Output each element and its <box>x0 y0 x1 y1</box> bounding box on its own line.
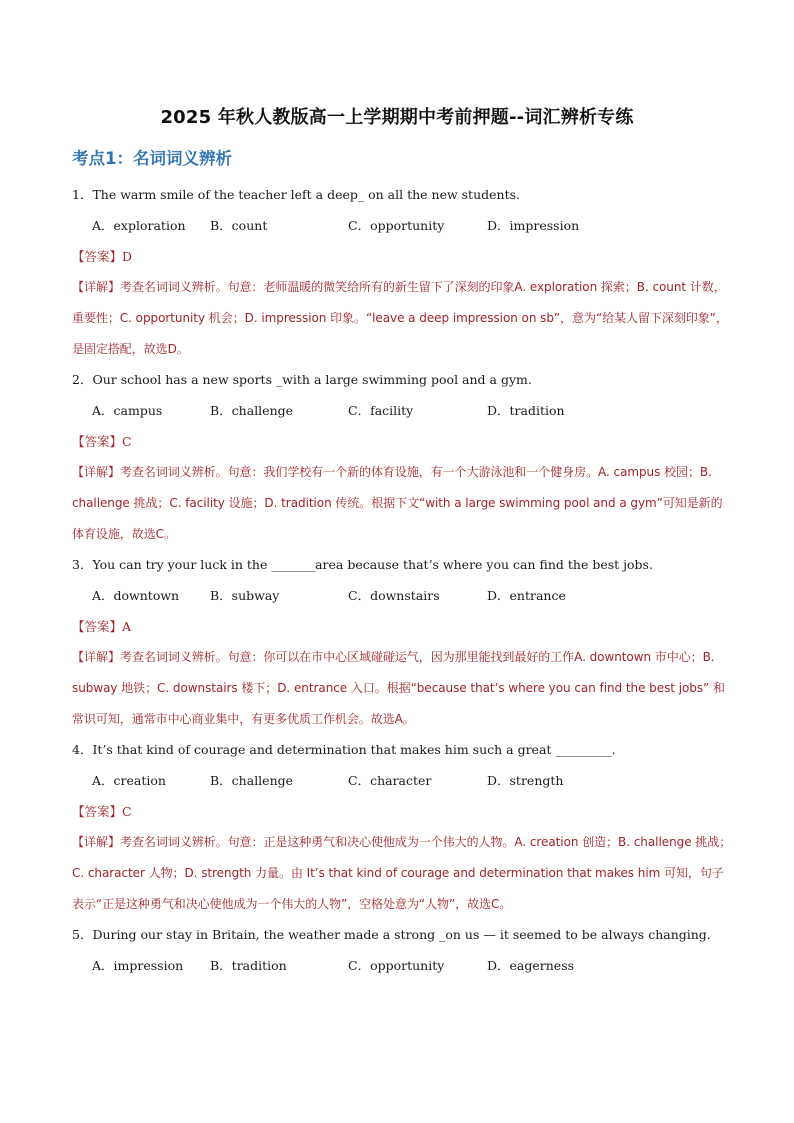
explanation-label: 【详解】 <box>72 650 121 664</box>
answer-label: 【答案】 <box>72 249 123 264</box>
explanation <box>72 272 732 365</box>
explanation-text: 考查名词词义辨析。句意：你可以在市中心区域碰碰运气，因为那里能找到最好的工作A. downtown 市中心；B. subway 地铁；C. downstairs 楼下；D. entrance 入口。根据“because that’s where you can find the best jobs” 和常识可知，通常市中心商业集中，有更多优质工作机会。故选A。 <box>72 650 725 726</box>
option-d: D．tradition <box>487 403 565 418</box>
options-row <box>72 770 732 792</box>
option-a: A．impression <box>92 958 184 973</box>
options-row <box>72 215 732 237</box>
option-d: D．entrance <box>487 588 566 603</box>
answer-label: 【答案】 <box>72 619 123 634</box>
answer-value: A <box>122 619 132 634</box>
option-d: D．impression <box>487 218 580 233</box>
explanation-text: 考查名词词义辨析。句意：老师温暖的微笑给所有的新生留下了深刻的印象A. exploration 探索；B. count 计数，重要性；C. opportunity 机会；D. impression 印象。“leave a deep impression on sb”，意为“给某人留下深刻印象”，是固定搭配，故选D。 <box>72 280 728 356</box>
question-5 <box>72 924 732 977</box>
explanation <box>72 642 732 735</box>
question-4 <box>72 739 732 920</box>
answer-label: 【答案】 <box>72 434 123 449</box>
option-b: B．count <box>210 218 268 233</box>
explanation-text: 考查名词词义辨析。句意：正是这种勇气和决心使他成为一个伟大的人物。A. creation 创造；B. challenge 挑战；C. character 人物；D. strength 力量。由 It’s that kind of courage and determination that makes him 可知，句子表示“正是这种勇气和决心使他成为一个伟大的人物”，空格处意为“人物”，故选C。 <box>72 835 732 911</box>
explanation-text: 考查名词词义辨析。句意：我们学校有一个新的体育设施，有一个大游泳池和一个健身房。A. campus 校园；B. challenge 挑战；C. facility 设施；D. tradition 传统。根据下文“with a large swimming pool and a gym”可知是新的体育设施，故选C。 <box>72 465 723 541</box>
question-stem: 2．Our school has a new sports _with a large swimming pool and a gym. <box>72 372 532 387</box>
options-row <box>72 585 732 607</box>
option-a: A．exploration <box>92 218 186 233</box>
question-stem: 1．The warm smile of the teacher left a deep_ on all the new students. <box>72 187 520 202</box>
option-a: A．campus <box>92 403 163 418</box>
question-stem: 5．During our stay in Britain, the weather made a strong _on us — it seemed to be always changing. <box>72 927 711 942</box>
question-list <box>72 184 732 986</box>
option-d: D．strength <box>487 773 564 788</box>
options-row <box>72 400 732 422</box>
explanation-label: 【详解】 <box>72 835 121 849</box>
explanation <box>72 827 732 920</box>
option-a: A．creation <box>92 773 166 788</box>
answer-value: C <box>122 434 132 449</box>
option-b: B．challenge <box>210 403 294 418</box>
question-3 <box>72 554 732 735</box>
question-2 <box>72 369 732 550</box>
answer-line <box>72 246 732 268</box>
answer-label: 【答案】 <box>72 804 123 819</box>
answer-value: C <box>122 804 132 819</box>
question-1 <box>72 184 732 365</box>
section-heading: 考点1：名词词义辨析 <box>72 149 232 168</box>
option-c: C．character <box>348 773 432 788</box>
option-a: A．downtown <box>92 588 180 603</box>
question-stem: 3．You can try your luck in the _______area because that’s where you can find the best jobs. <box>72 557 653 572</box>
option-d: D．eagerness <box>487 958 575 973</box>
answer-value: D <box>122 249 133 264</box>
option-b: B．tradition <box>210 958 287 973</box>
option-b: B．subway <box>210 588 280 603</box>
document-title: 2025 年秋人教版高一上学期期中考前押题--词汇辨析专练 <box>160 107 634 128</box>
answer-line <box>72 801 732 823</box>
explanation-label: 【详解】 <box>72 465 121 479</box>
answer-line <box>72 431 732 453</box>
answer-line <box>72 616 732 638</box>
options-row <box>72 955 732 977</box>
question-stem: 4．It’s that kind of courage and determination that makes him such a great _________. <box>72 742 616 757</box>
option-c: C．downstairs <box>348 588 440 603</box>
option-c: C．opportunity <box>348 218 445 233</box>
option-b: B．challenge <box>210 773 294 788</box>
option-c: C．opportunity <box>348 958 445 973</box>
explanation-label: 【详解】 <box>72 280 121 294</box>
option-c: C．facility <box>348 403 414 418</box>
explanation <box>72 457 732 550</box>
